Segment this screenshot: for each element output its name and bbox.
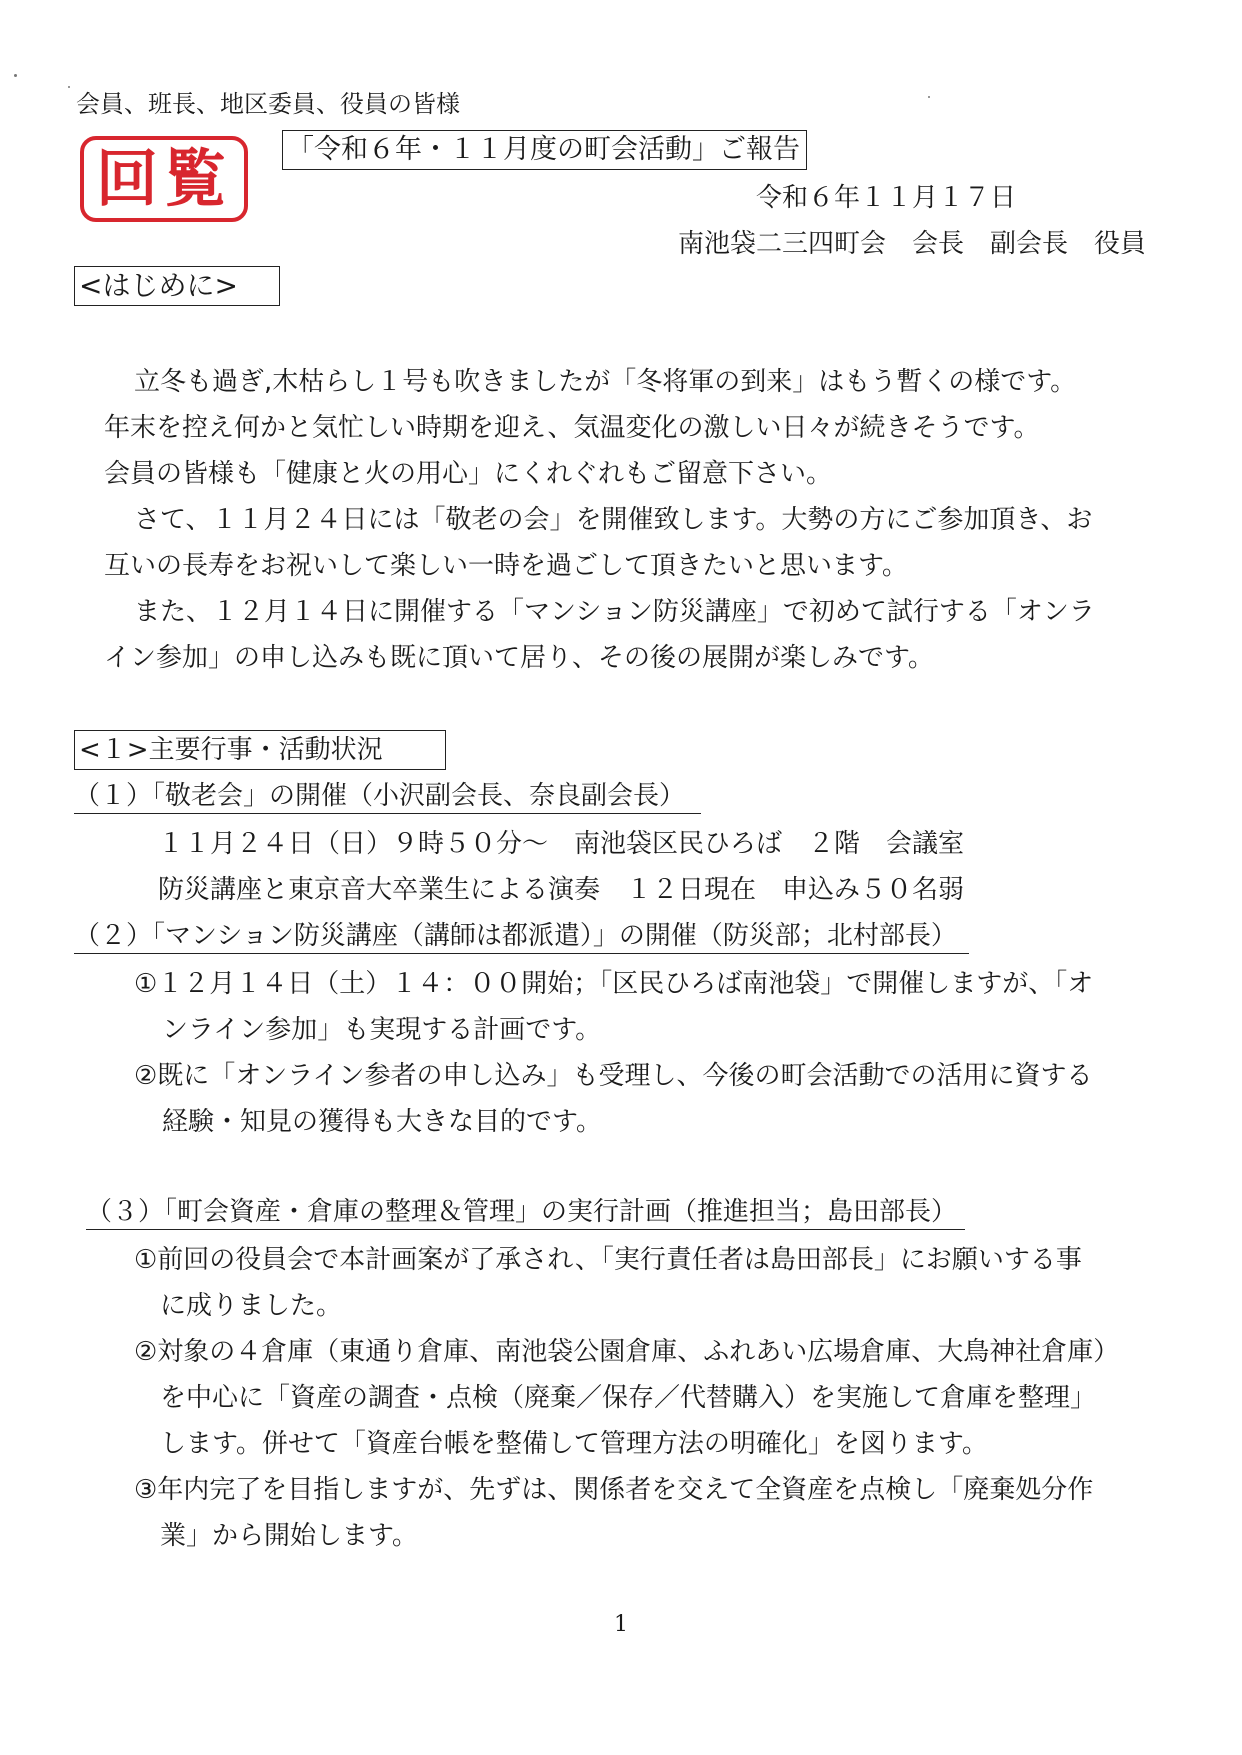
item3-detail: ③年内完了を目指しますが、先ずは、関係者を交えて全資産を点検し「廃棄処分作 (134, 1475, 1094, 1505)
intro-line: 会員の皆様も「健康と火の用心」にくれぐれもご留意下さい。 (104, 459, 833, 489)
item1-detail: １１月２４日（日）９時５０分～ 南池袋区民ひろば ２階 会議室 (158, 829, 965, 859)
document-title: 「令和６年・１１月度の町会活動」ご報告 (282, 130, 807, 170)
item2-detail: 経験・知見の獲得も大きな目的です。 (162, 1107, 602, 1137)
item3-title: （３）「町会資産・倉庫の整理＆管理」の実行計画（推進担当；島田部長） (86, 1196, 965, 1230)
circulation-stamp: 回覧 (80, 136, 248, 222)
item1-title: （１）「敬老会」の開催（小沢副会長、奈良副会長） (74, 780, 701, 814)
item3-detail: を中心に「資産の調査・点検（廃棄／保存／代替購入）を実施して倉庫を整理」 (160, 1383, 1097, 1413)
section1-heading: <１>主要行事・活動状況 (74, 730, 446, 770)
intro-line: 年末を控え何かと気忙しい時期を迎え、気温変化の激しい日々が続きそうです。 (104, 413, 1040, 443)
item2-detail: ②既に「オンライン参者の申し込み」も受理し、今後の町会活動での活用に資する (134, 1061, 1093, 1091)
item2-title: （２）「マンション防災講座（講師は都派遣）」の開催（防災部；北村部長） (74, 920, 969, 954)
item3-detail: ①前回の役員会で本計画案が了承され、「実行責任者は島田部長」にお願いする事 (134, 1245, 1082, 1275)
document-sender: 南池袋二三四町会 会長 副会長 役員 (678, 229, 1147, 259)
item3-detail: に成りました。 (160, 1291, 343, 1321)
scan-speck (14, 74, 17, 77)
intro-line: 互いの長寿をお祝いして楽しい一時を過ごして頂きたいと思います。 (104, 551, 908, 581)
scan-speck (68, 86, 70, 88)
intro-line: イン参加」の申し込みも既に頂いて居り、その後の展開が楽しみです。 (104, 643, 934, 673)
item2-detail: ①１２月１４日（土）１４：００開始；「区民ひろば南池袋」で開催しますが、「オ (134, 969, 1094, 999)
intro-line: さて、１１月２４日には「敬老の会」を開催致します。大勢の方にご参加頂き、お (134, 505, 1093, 535)
intro-line: また、１２月１４日に開催する「マンション防災講座」で初めて試行する「オンラ (134, 597, 1095, 627)
scan-speck (928, 96, 930, 98)
item3-detail: 業」から開始します。 (160, 1521, 418, 1551)
item1-detail: 防災講座と東京音大卒業生による演奏 １２日現在 申込み５０名弱 (158, 875, 965, 905)
intro-heading: <はじめに> (74, 266, 280, 306)
item3-detail: します。併せて「資産台帳を整備して管理方法の明確化」を図ります。 (160, 1429, 988, 1459)
document-date: 令和６年１１月１７日 (756, 183, 1017, 213)
item3-detail: ②対象の４倉庫（東通り倉庫、南池袋公園倉庫、ふれあい広場倉庫、大鳥神社倉庫） (134, 1337, 1120, 1367)
recipients-line: 会員、班長、地区委員、役員の皆様 (76, 90, 460, 118)
page-number: 1 (614, 1612, 628, 1637)
item2-detail: ンライン参加」も実現する計画です。 (162, 1015, 602, 1045)
intro-line: 立冬も過ぎ,木枯らし１号も吹きましたが「冬将軍の到来」はもう暫くの様です。 (134, 367, 1077, 397)
